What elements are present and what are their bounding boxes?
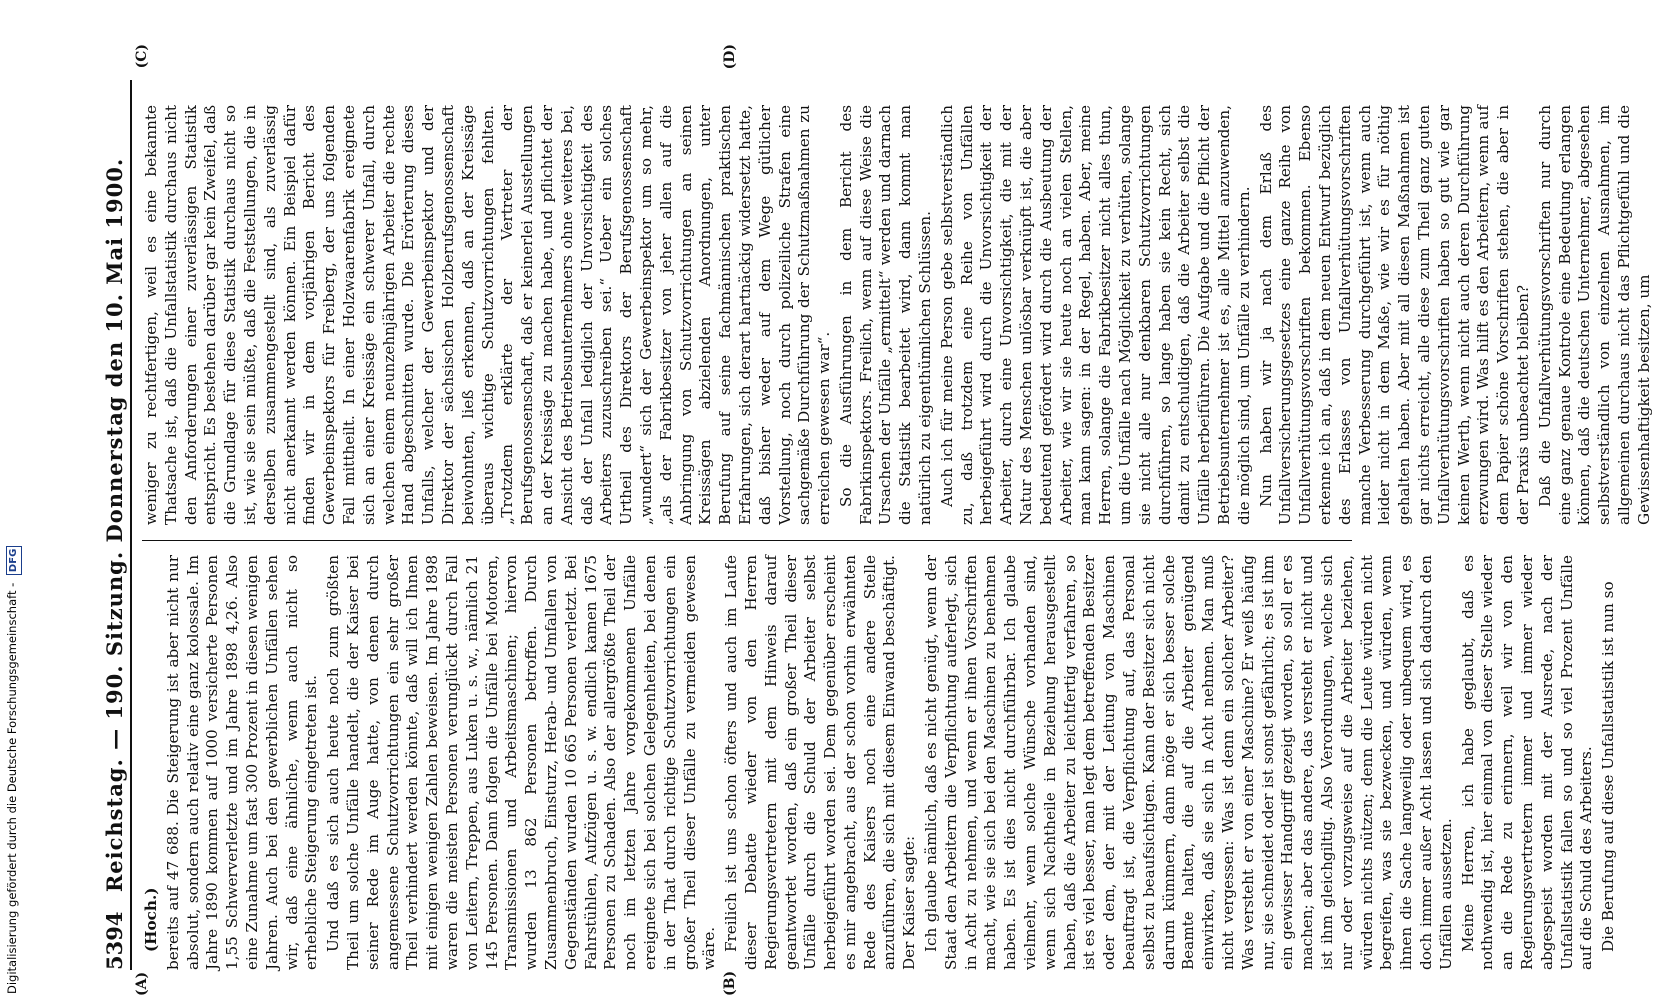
quote-paragraph: Ich glaube nämlich, daß es nicht genügt, wenn der Staat den Arbeitern die Verpflichtung auferlegt, sich in Acht zu nehmen, und wenn er ihnen Vorschriften macht, wie sie sich bei den Maschinen zu benehmen haben. Es ist dies nicht durchführbar. Ich glaube vielmehr, wenn solche Wünsche vorhanden sind, wenn sich Nachtheile in Beziehung herausgestellt haben, daß die Arbeiter zu leichtfertig verfahren, so ist es viel besser, man legt dem betreffenden Besitzer oder dem, der mit der Leitung von Maschinen beauftragt ist, die Verpflichtung auf, das Personal selbst zu beaufsichtigen. Kann der Besitzer sich nicht darum kümmern, dann möge er sich besser solche Beamte halten, die auf die Arbeiter genügend einwirken, daß sie sich in Acht nehmen. Man muß nicht vergessen: Was ist denn ein solcher Arbeiter? Was versteht er von einer Maschine? Er weiß häufig nur, sie schneidet oder ist sonst gefährlich; es ist ihm ein gewisser Handgriff gezeigt worden, so soll er es machen; aber das andere, das versteht er nicht und ist ihm gleichgiltig. Also Verordnungen, welche sich nur oder vorzugsweise auf die Arbeiter beziehen, würden nichts nützen; denn die Leute würden nicht begreifen, was sie bezwecken, und würden, wenn ihnen die Sache langweilig oder unbequem wird, es doch immer außer Acht lassen und sich dadurch den Unfällen aussetzen.: [922, 555, 1455, 970]
paragraph: Nun haben wir ja nach dem Erlaß des Unfallversicherungsgesetzes eine ganze Reihe von Unfallverhütungsvorschriften bekommen. Ebenso erkenne ich an, daß in dem neuen Entwurf bezüglich des Erlasses von Unfallverhütungsvorschriften manche Verbesserung durchgeführt ist, wenn auch leider nicht in dem Maße, wie wir es für nöthig gehalten haben. Aber mit all diesen Maßnahmen ist gar nichts erreicht, alle diese zum Theil ganz guten Unfallverhütungsvorschriften haben so gut wie gar keinen Werth, wenn nicht auch deren Durchführung erzwungen wird. Was hilft es den Arbeitern, wenn auf dem Papier schöne Vorschriften stehen, die aber in der Praxis unbeachtet bleiben?: [1256, 105, 1532, 525]
dfg-logo-icon: DFG: [6, 546, 22, 575]
paragraph: bereits auf 47 688. Die Steigerung ist aber nicht nur absolut, sondern auch relativ eine ganz kolossale. Im Jahre 1890 kommen auf 1000 versicherte Personen 1,55 Schwerverletzte und im Jahre 1898 4,26. Also eine Zunahme um fast 300 Prozent in diesen wenigen Jahren. Auch bei den gewerblichen Unfällen sehen wir, daß eine ähnliche, wenn auch nicht so erhebliche Steigerung eingetreten ist.: [163, 555, 321, 970]
digitization-credit: [1, 0, 23, 1000]
paragraph: Freilich ist uns schon öfters und auch im Laufe dieser Debatte wieder von den Herren Regierungsvertretern mit dem Hinweis darauf geantwortet worden, daß ein großer Theil dieser Unfälle durch die Schuld der Arbeiter selbst herbeigeführt worden sei. Dem gegenüber erscheint es mir angebracht, aus der schon vorhin erwähnten Rede des Kaisers noch eine andere Stelle anzuführen, die sich mit diesem Einwand beschäftigt. Der Kaiser sagte:: [722, 555, 919, 970]
margin-letter-c: (C): [134, 44, 150, 69]
margin-letter-d: (D): [722, 44, 738, 70]
credit-text: Digitalisierung gefördert durch die Deutsche Forschungsgemeinschaft -: [5, 582, 19, 994]
paragraph: Daß die Unfallverhütungsvorschriften nur durch eine ganz genaue Kontrole eine Bedeutung erlangen können, daß die deutschen Unternehmer, abgesehen selbstverständlich von einzelnen Ausnahmen, im allgemeinen durchaus nicht das Pflichtgefühl und die Gewissenhaftigkeit besitzen, um: [1535, 105, 1653, 525]
paragraph: Meine Herren, ich habe geglaubt, daß es nothwendig ist, hier einmal von dieser Stelle wieder an die Rede zu erinnern, weil wir von den Regierungsvertretern immer und immer wieder abgespeist worden mit der Ausrede, nach der Unfallstatistik fallen so und so viel Prozent Unfälle auf die Schuld des Arbeiters.: [1458, 555, 1596, 970]
column-divider: [142, 540, 1352, 541]
page-number: 5394: [102, 911, 127, 970]
paragraph: Auch ich für meine Person gebe selbstverständlich zu, daß trotzdem eine Reihe von Unfällen herbeigeführt wird durch die Unvorsichtigkeit der Arbeiter, durch eine Unvorsichtigkeit, die mit der Natur des Menschen unlösbar verknüpft ist, die aber bedeutend gefördert wird durch die Ausbeutung der Arbeiter, wie wir sie heute noch an vielen Stellen, man kann sagen: in der Regel, haben. Aber, meine Herren, solange die Fabrikbesitzer nicht alles thun, um die Unfälle nach Möglichkeit zu verhüten, solange sie nicht alle nur denkbaren Schutzvorrichtungen durchführen, so lange haben sie kein Recht, sich damit zu entschuldigen, daß die Arbeiter selbst die Unfälle herbeiführen. Die Aufgabe und die Pflicht der Betriebsunternehmer ist es, alle Mittel anzuwenden, die möglich sind, um Unfälle zu verhindern.: [937, 105, 1253, 525]
right-column: [142, 105, 1653, 525]
margin-letter-b: (B): [722, 970, 738, 996]
paragraph: Und daß es sich auch heute noch zum größten Theil um solche Unfälle handelt, die der Kaiser bei seiner Rede im Auge hatte, von denen durch angemessene Schutzvorrichtungen ein sehr großer Theil verhindert werden könnte, daß will ich Ihnen mit einigen wenigen Zahlen beweisen. Im Jahre 1898 waren die meisten Personen verunglückt durch Fall von Leitern, Treppen, aus Luken u. s. w., nämlich 21 145 Personen. Dann folgen die Unfälle bei Motoren, Transmissionen und Arbeitsmaschinen; hiervon wurden 13 862 Personen betroffen. Durch Zusammenbruch, Einsturz, Herab- und Umfallen von Gegenständen wurden 10 665 Personen verletzt. Bei Fahrstühlen, Aufzügen u. s. w. endlich kamen 1675 Personen zu Schaden. Also der allergrößte Theil der noch im letzten Jahre vorgekommenen Unfälle ereignete sich bei solchen Gelegenheiten, bei denen in der That durch richtige Schutzvorrichtungen ein großer Theil dieser Unfälle zu vermeiden gewesen wäre.: [324, 555, 719, 970]
paragraph: weniger zu rechtfertigen, weil es eine bekannte Thatsache ist, daß die Unfallstatistik durchaus nicht den Anforderungen einer zuverlässigen Statistik entspricht. Es bestehen darüber gar kein Zweifel, daß die Grundlage für diese Statistik durchaus nicht so ist, wie sie sein müßte, daß die Feststellungen, die in derselben zusammengestellt sind, als zuverlässig nicht anerkannt werden können. Ein Beispiel dafür finden wir in dem vorjährigen Bericht des Gewerbeinspektors für Freiberg, der uns folgenden Fall mittheilt. In einer Holzwaarenfabrik ereignete sich an einer Kreissäge ein schwerer Unfall, durch welchen einem neunzehnjährigen Arbeiter die rechte Hand abgeschnitten wurde. Die Erörterung dieses Unfalls, welcher der Gewerbeinspektor und der Direktor der sächsischen Holzberufsgenossenschaft beiwohnten, ließ erkennen, daß an der Kreissäge überaus wichtige Schutzvorrichtungen fehlten. „Trotzdem erklärte der Vertreter der Berufsgenossenschaft, daß er keinerlei Ausstellungen an der Kreissäge zu machen habe, und pflichtet der Ansicht des Betriebsunternehmers ohne weiteres bei, daß der Unfall lediglich der Unvorsichtigkeit des Arbeiters zuzuschreiben sei.“ Ueber ein solches Urtheil des Direktors der Berufsgenossenschaft „wundert“ sich der Gewerbeinspektor um so mehr, „als der Fabrikbesitzer von jeher allen auf die Anbringung von Schutzvorrichtungen an seinen Kreissägen abzielenden Anordnungen, unter Berufung auf seine fachmännischen praktischen Erfahrungen, sich derart hartnäckig widersetzt hatte, daß bisher weder auf dem Wege gütlicher Vorstellung, noch durch polizeiliche Strafen eine sachgemäße Durchführung der Schutzmaßnahmen zu erreichen gewesen war“.: [142, 105, 834, 525]
speaker-label: (Hoch.): [142, 887, 160, 952]
paragraph: So die Ausführungen in dem Bericht des Fabrikinspektors. Freilich, wenn auf diese Weise die Ursachen der Unfälle „ermittelt“ werden und darnach die Statistik bearbeitet wird, dann kommt man natürlich zu eigenthümlichen Schlüssen.: [836, 105, 935, 525]
page-header: [100, 80, 132, 970]
paragraph: Die Berufung auf diese Unfallstatistik ist nun so: [1599, 581, 1618, 952]
margin-letter-a: (A): [134, 971, 150, 996]
running-title: Reichstag. — 190. Sitzung. Donnerstag den 10. Mai 1900.: [102, 157, 127, 893]
rotated-page: [72, 40, 1653, 1000]
left-column: [142, 555, 1618, 970]
